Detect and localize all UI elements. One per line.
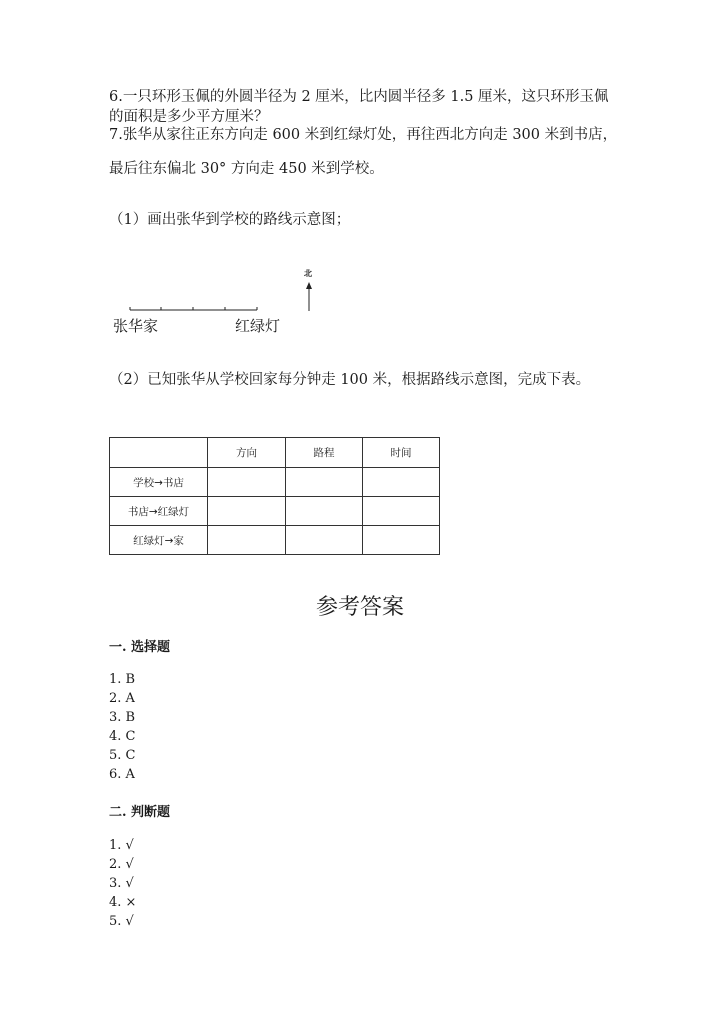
route-diagram [100, 268, 320, 338]
row-label: 学校→书店 [110, 468, 208, 497]
answer-title: 参考答案 [315, 595, 404, 620]
route-table [109, 437, 440, 555]
answer-cell[interactable] [208, 468, 286, 497]
list-item: 3. √ [109, 876, 134, 891]
north-label: 北 [304, 269, 312, 278]
answer-cell[interactable] [208, 497, 286, 526]
answer-list-1 [109, 670, 135, 784]
answer-cell[interactable] [363, 526, 440, 555]
table-row [110, 468, 440, 497]
north-arrow-head [306, 282, 312, 289]
q7-part1: （1）画出张华到学校的路线示意图； [109, 212, 351, 228]
list-item: 2. √ [109, 857, 134, 872]
traffic-light-label: 红绿灯 [235, 317, 281, 335]
list-item: 5. √ [109, 914, 134, 929]
answer-cell[interactable] [286, 497, 363, 526]
q6-text-line2: 的面积是多少平方厘米？ [109, 109, 269, 125]
answer-cell[interactable] [363, 497, 440, 526]
q7-text-line1: 7.张华从家往正东方向走 600 米到红绿灯处，再往西北方向走 300 米到书店， [109, 127, 618, 143]
answer-cell[interactable] [286, 526, 363, 555]
table-row [110, 497, 440, 526]
list-item: 4. C [109, 729, 136, 744]
list-item: 1. √ [109, 838, 134, 853]
row-label: 红绿灯→家 [110, 526, 208, 555]
home-label: 张华家 [113, 317, 159, 335]
table-header-distance: 路程 [286, 438, 363, 468]
row-label: 书店→红绿灯 [110, 497, 208, 526]
table-header-direction: 方向 [208, 438, 286, 468]
list-item: 4. × [109, 895, 137, 910]
table-header-time: 时间 [363, 438, 440, 468]
list-item: 6. A [109, 767, 135, 782]
answer-cell[interactable] [208, 526, 286, 555]
answer-cell[interactable] [286, 468, 363, 497]
q7-part2: （2）已知张华从学校回家每分钟走 100 米，根据路线示意图，完成下表。 [109, 372, 591, 388]
list-item: 2. A [109, 691, 135, 706]
list-item: 3. B [109, 710, 136, 725]
table-header-cell [110, 438, 208, 468]
list-item: 5. C [109, 748, 136, 763]
section2-title: 二. 判断题 [109, 805, 171, 820]
answer-list-2 [109, 836, 136, 931]
list-item: 1. B [109, 672, 136, 687]
q6-text-line1: 6.一只环形玉佩的外圆半径为 2 厘米，比内圆半径多 1.5 厘米，这只环形玉佩 [109, 89, 609, 105]
answer-cell[interactable] [363, 468, 440, 497]
table-header-row [110, 438, 440, 468]
table-row [110, 526, 440, 555]
section1-title: 一. 选择题 [109, 640, 171, 655]
q7-text-line2: 最后往东偏北 30° 方向走 450 米到学校。 [109, 161, 384, 177]
